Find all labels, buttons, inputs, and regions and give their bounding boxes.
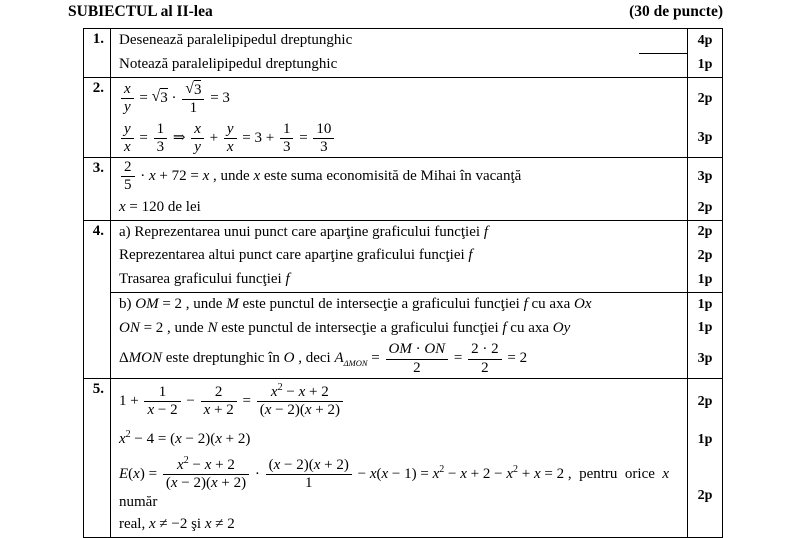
text-run: · xyxy=(251,465,264,482)
text-run: 2 · 2 xyxy=(471,341,499,358)
text-run: + 2) xyxy=(221,431,251,448)
row-number: 1. xyxy=(84,29,111,77)
math-variable: f xyxy=(523,295,528,312)
text-run: − xyxy=(353,465,370,482)
score-section xyxy=(111,29,722,77)
text-run: Trasarea graficului funcţiei xyxy=(119,271,286,287)
text-run: · xyxy=(167,89,181,106)
fraction-denominator xyxy=(154,138,168,156)
fraction xyxy=(163,454,249,493)
text-run: 1 + xyxy=(119,393,143,410)
text-run: = 2 xyxy=(503,350,528,367)
points-cell: 1p xyxy=(687,317,722,341)
score-section xyxy=(111,292,722,378)
subscript: ΔMON xyxy=(343,358,368,369)
text-run: · xyxy=(411,341,425,358)
grading-table xyxy=(83,28,723,538)
item-content xyxy=(111,196,687,220)
math-content xyxy=(119,269,683,291)
text-run: ) = xyxy=(139,465,161,482)
text-run: este dreptunghic în xyxy=(162,350,284,367)
text-run: · xyxy=(136,168,149,185)
math-variable: x xyxy=(460,465,467,482)
item-content xyxy=(111,244,687,268)
score-section xyxy=(111,379,722,537)
text-run: + xyxy=(517,465,534,482)
radicand xyxy=(194,80,202,99)
text-run: ( xyxy=(268,456,274,473)
text-run: 3 xyxy=(320,138,328,155)
text-run: 2 xyxy=(481,359,489,376)
text-run: 1 xyxy=(304,475,313,491)
score-section xyxy=(111,158,722,220)
fraction-denominator xyxy=(266,474,352,492)
math-variable: x xyxy=(119,431,126,448)
text-run: 2 xyxy=(214,384,223,400)
math-variable: MON xyxy=(128,350,162,367)
math-variable: N xyxy=(207,319,218,336)
math-variable: x xyxy=(124,138,131,155)
points-cell: 1p xyxy=(687,293,722,317)
math-content xyxy=(119,245,683,267)
item-content xyxy=(111,158,687,196)
text-run: 2 xyxy=(413,359,421,376)
problem-row xyxy=(84,77,722,158)
math-variable: x xyxy=(215,431,222,448)
text-run: ( xyxy=(259,402,265,419)
fraction xyxy=(468,341,502,377)
fraction-denominator xyxy=(386,359,449,377)
math-variable: x xyxy=(210,475,218,491)
points-cell: 1p xyxy=(687,53,722,77)
text-run: este punctul de intersecţie a graficului funcţiei xyxy=(238,295,524,312)
text-run: cu axa xyxy=(506,319,553,336)
score-item xyxy=(111,268,722,292)
text-run: ( xyxy=(376,465,382,482)
item-content xyxy=(111,221,687,245)
row-body xyxy=(111,221,722,378)
text-run: 3 xyxy=(193,81,202,98)
text-run: − xyxy=(188,456,205,473)
score-item xyxy=(111,317,722,341)
points-cell: 4p xyxy=(687,29,722,53)
points-cell: 1p xyxy=(687,425,722,456)
text-run: este suma economisită de Mihai în vacanţă xyxy=(260,168,522,185)
math-variable: x xyxy=(313,456,321,473)
fraction-numerator xyxy=(144,384,180,401)
fraction-numerator xyxy=(266,457,352,474)
row-number: 5. xyxy=(84,379,111,537)
math-variable: x xyxy=(147,402,155,419)
item-content xyxy=(111,340,687,378)
text-run: + 2 xyxy=(211,456,235,473)
fraction xyxy=(313,121,334,157)
fraction-denominator xyxy=(121,176,135,194)
text-run: ≠ −2 şi xyxy=(155,516,205,532)
fraction xyxy=(257,384,343,420)
text-run: Δ xyxy=(119,350,129,367)
fraction-denominator xyxy=(121,98,134,116)
fraction xyxy=(386,341,449,377)
text-run: + 2 − xyxy=(466,465,507,482)
text-run: − 2)( xyxy=(280,456,314,473)
row-number: 3. xyxy=(84,158,111,220)
math-variable: y xyxy=(194,138,201,155)
text-run: a) Reprezentarea unui punct care aparţine graficului funcţiei xyxy=(119,223,484,240)
total-points: (30 de puncte) xyxy=(629,3,723,20)
fraction-numerator xyxy=(163,454,249,474)
row-body xyxy=(111,78,722,158)
item-content xyxy=(111,293,687,317)
text-run: + 72 = xyxy=(155,168,203,185)
math-variable: x xyxy=(194,120,201,137)
math-variable: x xyxy=(270,384,278,400)
fraction-numerator xyxy=(313,121,334,138)
radical-sign: √ xyxy=(185,79,194,97)
score-item xyxy=(111,456,722,537)
row-number: 4. xyxy=(84,221,111,378)
math-variable: ON xyxy=(119,319,140,336)
fraction xyxy=(121,121,134,157)
item-content xyxy=(111,29,687,53)
math-variable: x xyxy=(381,465,389,482)
math-variable: x xyxy=(202,168,210,185)
text-run: − 1) = xyxy=(388,465,433,482)
score-item xyxy=(111,158,722,196)
superscript: 2 xyxy=(183,454,189,466)
superscript: 2 xyxy=(512,463,518,475)
item-content xyxy=(111,53,687,77)
points-cell: 2p xyxy=(687,221,722,245)
text-run: + 2) xyxy=(320,456,349,473)
item-content xyxy=(111,456,687,537)
text-run: − 2)( xyxy=(177,475,211,491)
math-variable: x xyxy=(432,465,440,482)
fraction-denominator xyxy=(280,138,294,156)
fraction-denominator xyxy=(224,138,237,156)
fraction-numerator xyxy=(191,121,204,138)
text-run: , unde xyxy=(209,168,254,185)
row-body xyxy=(111,29,722,77)
math-content xyxy=(119,197,683,219)
text-run: = xyxy=(450,350,467,367)
fraction-numerator xyxy=(121,121,134,138)
item-content xyxy=(111,268,687,292)
math-variable: x xyxy=(273,456,281,473)
superscript: 2 xyxy=(125,429,131,441)
text-run: cu axa xyxy=(527,295,574,312)
math-variable: x xyxy=(177,456,184,473)
text-run: = xyxy=(367,350,384,367)
fraction xyxy=(121,81,134,117)
math-variable: f xyxy=(285,271,290,287)
text-run: − 2)( xyxy=(271,402,305,419)
math-content xyxy=(119,30,683,52)
item-content xyxy=(111,120,687,158)
score-item xyxy=(111,379,722,425)
text-run: , deci xyxy=(294,350,335,367)
text-run: număr xyxy=(119,465,677,511)
fraction xyxy=(121,159,135,195)
fraction-denominator xyxy=(163,474,249,492)
fraction xyxy=(201,384,237,420)
score-section xyxy=(111,78,722,158)
text-run: 3 xyxy=(282,138,291,155)
section-title: SUBIECTUL al II-lea xyxy=(68,3,213,20)
math-variable: x xyxy=(204,456,212,473)
math-content xyxy=(119,341,683,377)
text-run: − 4 = ( xyxy=(130,431,176,448)
text-run: = xyxy=(238,393,255,410)
text-run: Notează paralelipipedul dreptunghic xyxy=(119,55,338,72)
math-variable: OM xyxy=(135,295,159,312)
math-variable: x xyxy=(506,465,513,482)
text-run: − xyxy=(444,465,461,482)
fraction-numerator xyxy=(121,159,135,176)
fraction xyxy=(266,457,352,493)
score-item xyxy=(111,293,722,317)
fraction xyxy=(144,384,180,420)
score-section xyxy=(111,221,722,292)
math-variable: x xyxy=(133,465,140,482)
text-run: 1 xyxy=(282,120,291,137)
score-item xyxy=(111,120,722,158)
points-cell: 2p xyxy=(687,78,722,120)
math-content xyxy=(119,429,683,451)
score-item xyxy=(111,196,722,220)
fraction xyxy=(191,121,204,157)
text-run: + 2) xyxy=(311,402,340,419)
text-run: + 2 xyxy=(305,384,329,400)
text-run: ≠ 2 xyxy=(211,516,235,532)
fraction xyxy=(154,121,168,157)
math-variable: x xyxy=(533,465,541,482)
math-variable: x xyxy=(304,402,312,419)
fraction-denominator xyxy=(121,138,134,156)
problem-row xyxy=(84,157,722,220)
fraction-denominator xyxy=(468,359,502,377)
math-variable: f xyxy=(483,223,488,240)
script-letter: A xyxy=(334,350,344,367)
text-run: + xyxy=(205,129,222,146)
text-run: ( xyxy=(128,465,134,482)
text-run: + 2) xyxy=(217,475,247,491)
text-run: = 2 , pentru orice xyxy=(540,465,663,482)
problem-row xyxy=(84,378,722,537)
square-root xyxy=(185,80,201,99)
text-run: este punctul de intersecţie a graficului funcţiei xyxy=(217,319,503,336)
math-content xyxy=(119,121,683,157)
text-run: 1 xyxy=(189,100,198,116)
math-variable: E xyxy=(119,465,129,482)
math-variable: x xyxy=(175,431,182,448)
score-item xyxy=(111,29,722,53)
math-variable: x xyxy=(298,384,306,400)
item-content xyxy=(111,78,687,120)
row-body xyxy=(111,379,722,537)
row-body xyxy=(111,158,722,220)
text-run: − xyxy=(282,384,299,400)
text-run: 2 xyxy=(124,159,132,175)
score-item xyxy=(111,221,722,245)
fraction-denominator xyxy=(201,401,237,419)
text-run: Desenează paralelipipedul dreptunghic xyxy=(119,32,353,48)
math-variable: y xyxy=(124,120,131,137)
text-run: 3 xyxy=(156,138,165,155)
text-run: Reprezentarea altui punct care aparţine graficului funcţiei xyxy=(119,247,469,264)
text-run: = 3 xyxy=(206,89,230,106)
math-variable: x xyxy=(369,465,377,482)
math-variable: y xyxy=(124,99,131,115)
fraction-numerator xyxy=(257,384,343,401)
math-content xyxy=(119,384,683,420)
superscript: 2 xyxy=(277,382,283,393)
points-cell: 3p xyxy=(687,340,722,378)
math-content xyxy=(119,294,683,316)
points-cell: 2p xyxy=(687,196,722,220)
text-run: b) xyxy=(119,295,136,312)
text-run: − xyxy=(182,393,199,410)
fraction xyxy=(280,121,294,157)
math-variable: f xyxy=(468,247,473,264)
problem-row xyxy=(84,29,722,77)
item-content xyxy=(111,379,687,425)
fraction-numerator xyxy=(224,121,237,138)
math-variable: x xyxy=(170,475,178,491)
math-content xyxy=(119,159,683,195)
math-content xyxy=(119,454,683,536)
math-content xyxy=(119,54,683,76)
fraction xyxy=(182,80,204,118)
points-cell: 2p xyxy=(687,244,722,268)
score-item xyxy=(111,244,722,268)
header xyxy=(68,3,723,21)
radicand xyxy=(160,88,168,107)
text-run: 10 xyxy=(316,120,332,137)
text-run: − 2)( xyxy=(181,431,216,448)
fraction-numerator xyxy=(386,341,449,358)
fraction-denominator xyxy=(257,401,343,419)
text-run: = 2 , unde xyxy=(139,319,208,336)
math-variable: x xyxy=(148,516,156,532)
fraction-numerator xyxy=(121,81,134,98)
text-run: real, xyxy=(119,516,149,532)
text-run: − 2 xyxy=(154,402,178,419)
math-content xyxy=(119,80,683,118)
fraction-numerator xyxy=(182,80,204,99)
fraction-denominator xyxy=(313,138,334,156)
math-variable: M xyxy=(226,295,239,312)
problem-row xyxy=(84,220,722,378)
fraction-numerator xyxy=(201,384,237,401)
text-run: 1 xyxy=(156,120,165,137)
text-run: = xyxy=(135,129,152,146)
math-variable: OM xyxy=(388,341,412,358)
score-item xyxy=(111,78,722,120)
fraction-numerator xyxy=(154,121,168,138)
superscript: 2 xyxy=(439,463,445,475)
fraction-denominator xyxy=(191,138,204,156)
math-variable: x xyxy=(119,198,126,215)
text-run: = 3 + xyxy=(238,129,278,146)
text-run: ⇒ xyxy=(169,129,190,146)
math-variable: O xyxy=(283,350,295,367)
math-variable: x xyxy=(149,168,156,185)
math-variable: x xyxy=(203,402,211,419)
item-content xyxy=(111,317,687,341)
fraction-numerator xyxy=(280,121,294,138)
fraction-denominator xyxy=(144,401,180,419)
math-variable: f xyxy=(502,319,507,336)
fraction-denominator xyxy=(182,99,204,117)
row-number: 2. xyxy=(84,78,111,158)
points-cell: 3p xyxy=(687,120,722,158)
math-variable: x xyxy=(662,465,670,482)
math-variable: Ox xyxy=(574,295,592,312)
text-run: 1 xyxy=(158,384,167,400)
text-run: ( xyxy=(165,475,171,491)
fraction-numerator xyxy=(468,341,502,358)
score-item xyxy=(111,53,722,77)
text-run: = xyxy=(295,129,312,146)
points-cell: 1p xyxy=(687,268,722,292)
text-run: + 2 xyxy=(210,402,234,419)
math-variable: x xyxy=(264,402,272,419)
math-variable: x xyxy=(253,168,261,185)
text-run: 3 xyxy=(160,89,168,106)
math-variable: ON xyxy=(424,341,446,358)
text-run: = xyxy=(135,89,152,106)
points-cell: 2p xyxy=(687,456,722,537)
math-variable: x xyxy=(204,516,212,532)
fraction xyxy=(224,121,237,157)
radical-sign: √ xyxy=(151,87,161,105)
math-variable: y xyxy=(226,120,234,137)
score-item xyxy=(111,425,722,456)
math-variable: x xyxy=(226,138,234,155)
math-content xyxy=(119,318,683,340)
math-content xyxy=(119,222,683,244)
score-item xyxy=(111,340,722,378)
points-cell: 3p xyxy=(687,158,722,196)
points-cell: 2p xyxy=(687,379,722,425)
text-run: = 2 , unde xyxy=(158,295,227,312)
text-run: 5 xyxy=(124,177,132,194)
math-variable: Oy xyxy=(552,319,571,336)
square-root xyxy=(152,88,168,110)
text-run: = 120 de lei xyxy=(125,198,201,215)
item-content xyxy=(111,425,687,456)
math-variable: x xyxy=(124,80,131,97)
